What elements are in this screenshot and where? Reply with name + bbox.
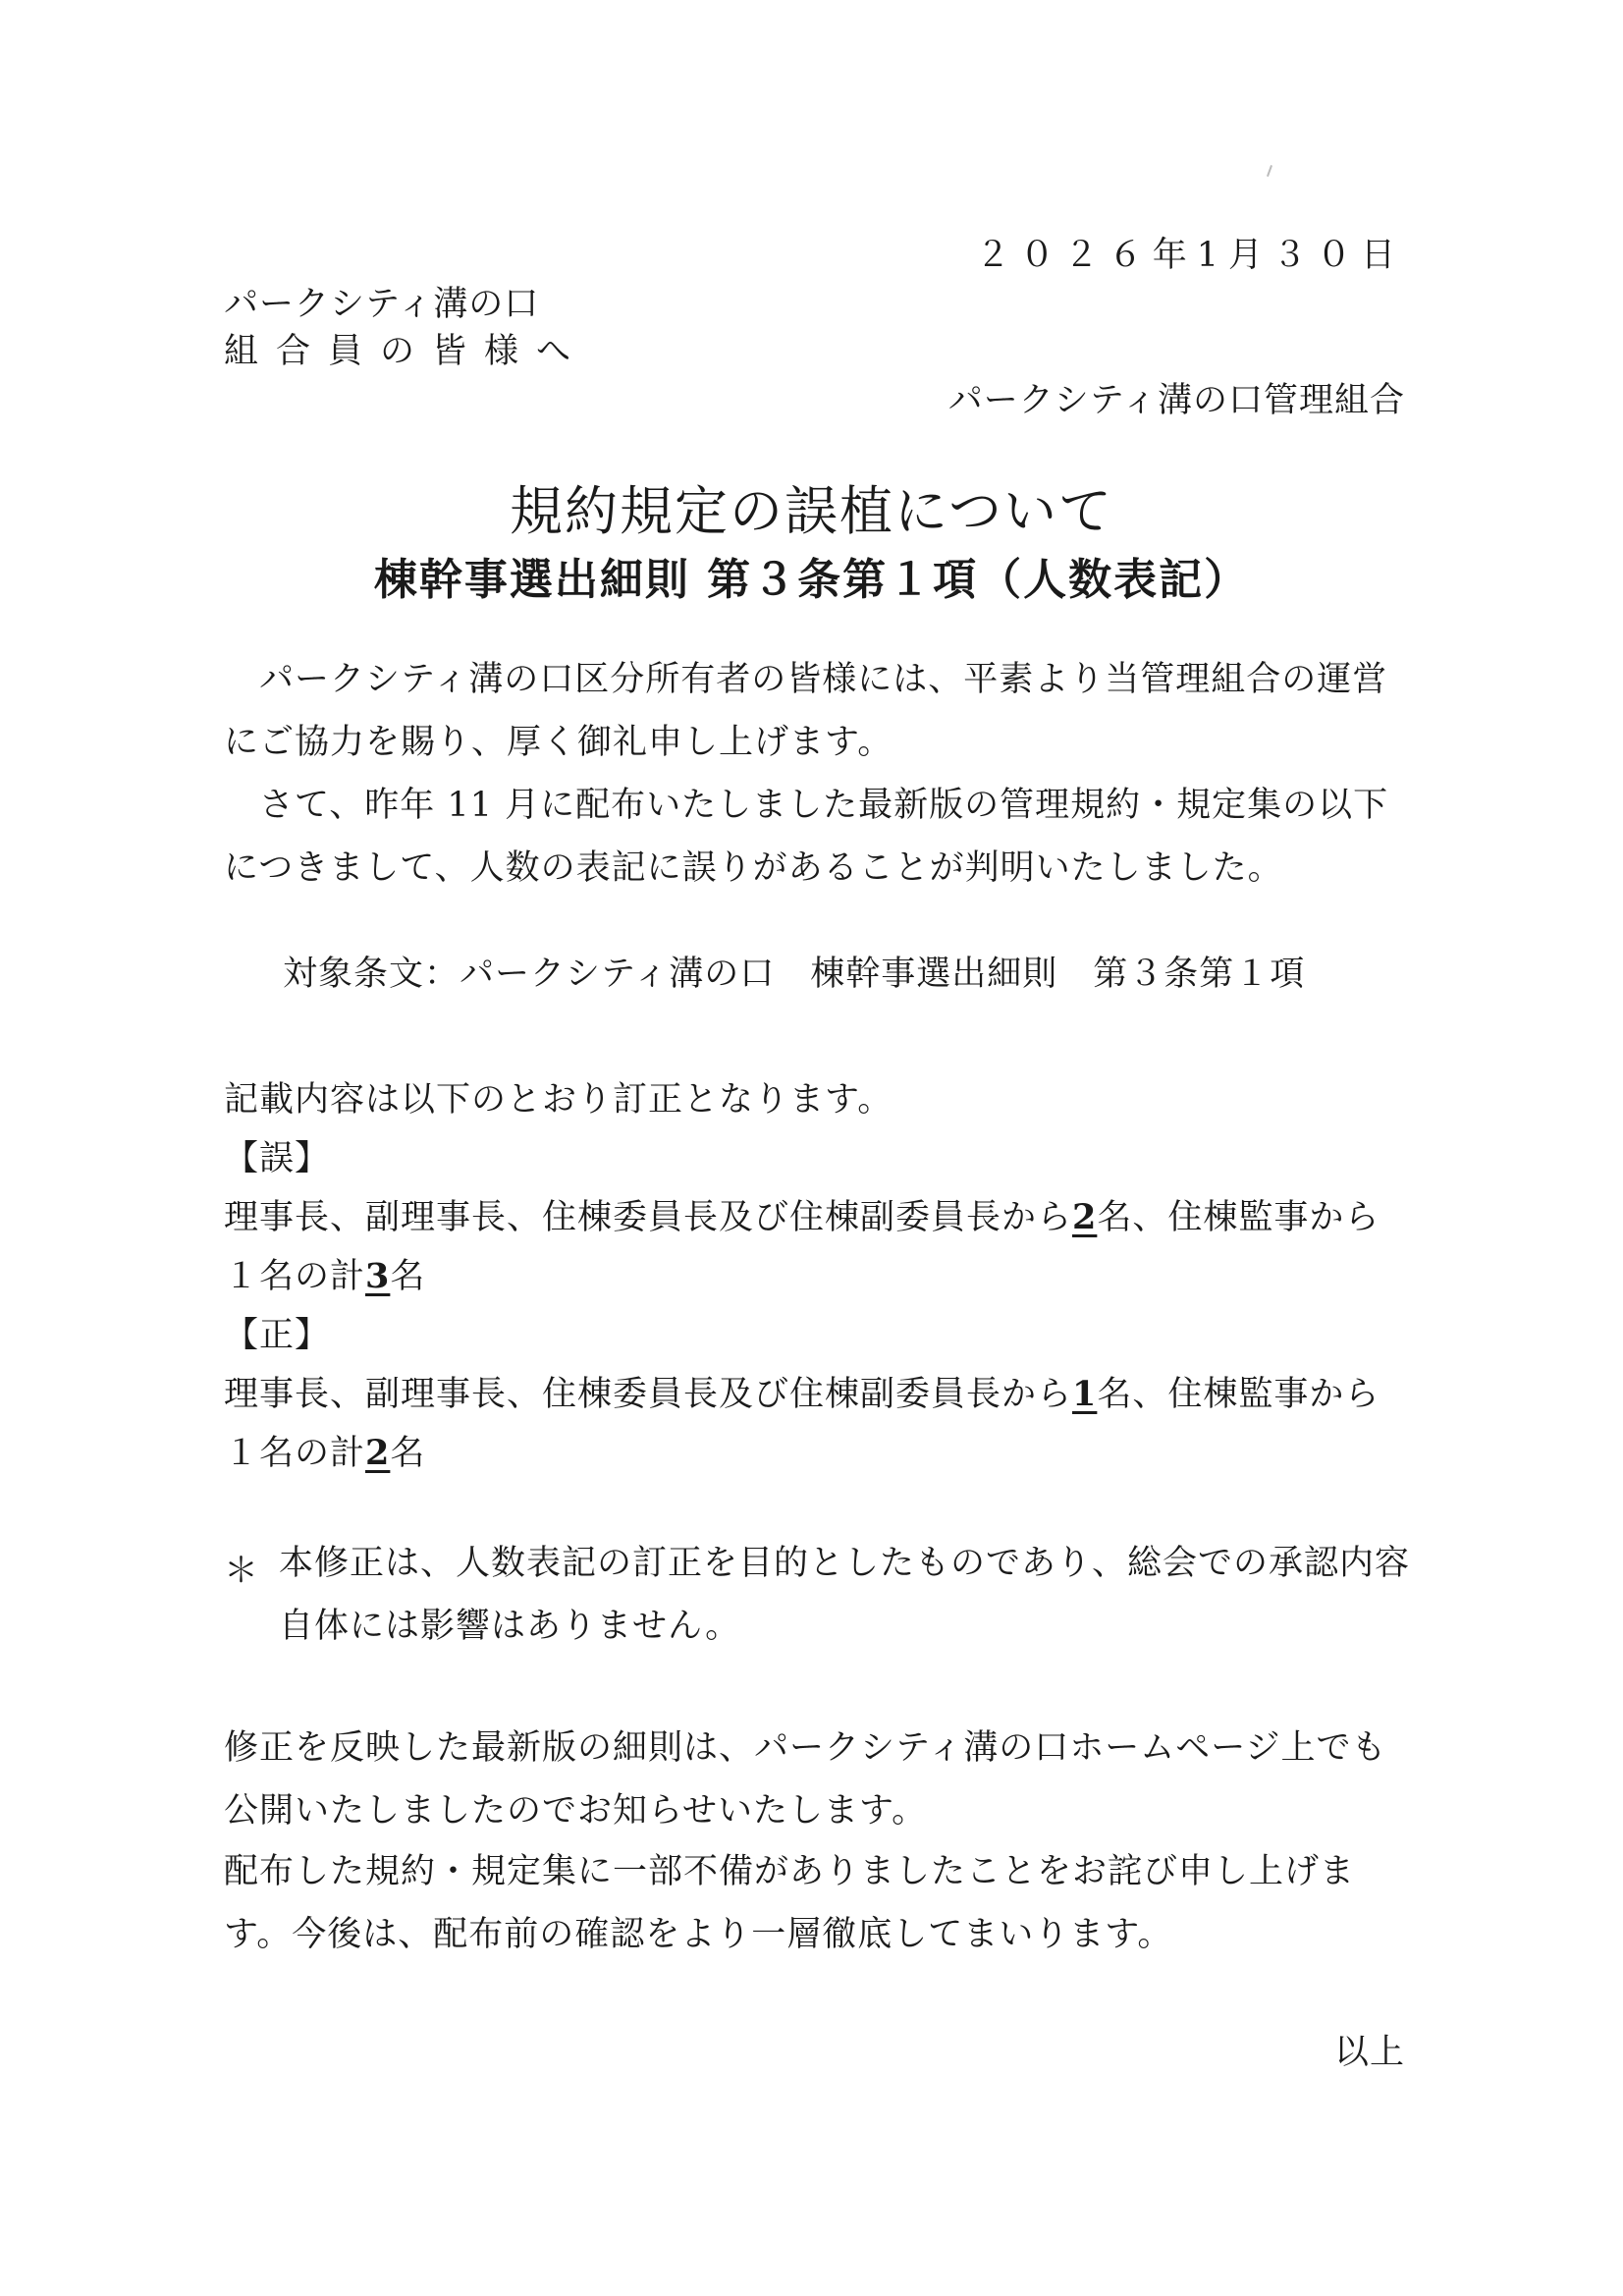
wrong-text-b: 名、住棟監事から	[1097, 1198, 1380, 1237]
document-date: ２０２６年1月３０日	[975, 236, 1405, 275]
wrong-number-a: 2	[1072, 1197, 1098, 1237]
recipient-line-1: パークシティ溝の口	[224, 285, 540, 324]
intro-paragraph-2: さて、昨年 11 月に配布いたしました最新版の管理規約・規定集の以下につきまして、人数の表記に誤りがあることが判明いたしました。	[224, 786, 1389, 888]
right-text-a: 理事長、副理事長、住棟委員長及び住棟副委員長から	[224, 1375, 1073, 1414]
intro-paragraph-1: パークシティ溝の口区分所有者の皆様には、平素より当管理組合の運営にご協力を賜り、厚く御礼申し上げます。	[224, 660, 1388, 762]
wrong-text-a: 理事長、副理事長、住棟委員長及び住棟副委員長から	[224, 1198, 1073, 1237]
target-clause: 対象条文：パークシティ溝の口 棟幹事選出細則 第３条第１項	[283, 955, 1306, 994]
sender: パークシティ溝の口管理組合	[947, 381, 1405, 420]
right-text-c: １名の計	[224, 1434, 366, 1473]
wrong-line-2	[224, 1249, 425, 1298]
wrong-text-c: １名の計	[224, 1257, 366, 1296]
end-mark: 以上	[1333, 2033, 1405, 2072]
document-subtitle: 棟幹事選出細則 第３条第１項（人数表記）	[373, 555, 1250, 605]
wrong-line-1	[224, 1190, 1380, 1239]
right-line-2	[224, 1426, 425, 1475]
closing-paragraph-2: 配布した規約・規定集に一部不備がありましたことをお詫び申し上げます。今後は、配布前の確認をより一層徹底してまいります。	[224, 1852, 1356, 1954]
correction-intro: 記載内容は以下のとおり訂正となります。	[224, 1080, 893, 1120]
right-number-b: 2	[365, 1433, 391, 1473]
right-text-d: 名	[390, 1434, 426, 1473]
wrong-label: 【誤】	[224, 1139, 331, 1178]
closing-paragraph-1: 修正を反映した最新版の細則は、パークシティ溝の口ホームページ上でも公開いたしましたのでお知らせいたします。	[224, 1728, 1387, 1831]
wrong-text-d: 名	[390, 1257, 426, 1296]
recipient-line-2: 組合員の皆様へ	[224, 332, 589, 371]
right-label: 【正】	[224, 1316, 331, 1355]
right-number-a: 1	[1072, 1374, 1098, 1414]
right-text-b: 名、住棟監事から	[1097, 1375, 1380, 1414]
wrong-number-b: 3	[365, 1256, 391, 1296]
note-mark: ＊	[224, 1552, 260, 1591]
note-text: 本修正は、人数表記の訂正を目的としたものであり、総会での承認内容自体には影響はありません。	[279, 1544, 1411, 1646]
right-line-1	[224, 1367, 1380, 1416]
document-title: 規約規定の誤植について	[510, 480, 1113, 542]
scan-mark	[1267, 165, 1272, 177]
